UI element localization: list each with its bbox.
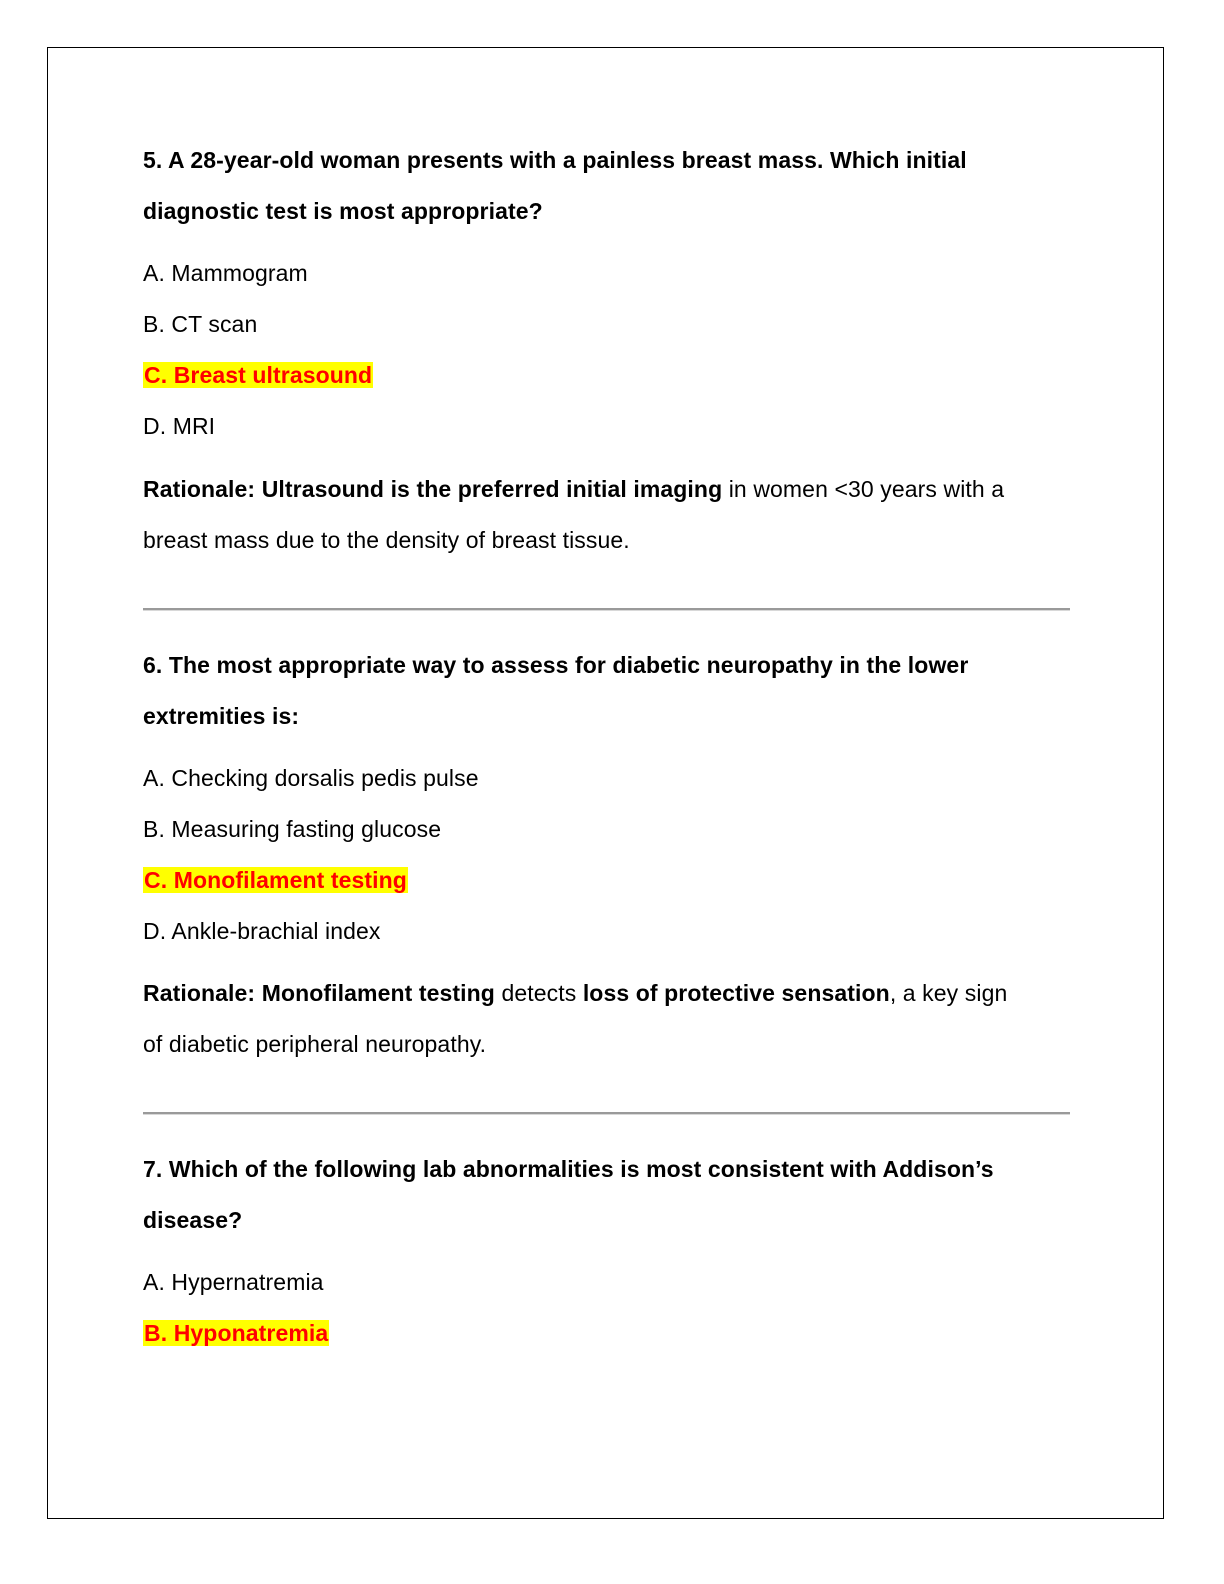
question-6-correct-answer: C. Monofilament testing <box>144 867 407 893</box>
question-5-option-d: D. MRI <box>143 413 216 439</box>
question-5-rationale-line-1 <box>143 474 1004 504</box>
question-6-option-d: D. Ankle-brachial index <box>143 918 381 944</box>
rationale-text: detects <box>494 980 583 1006</box>
section-divider <box>143 608 1070 611</box>
question-6-stem-line-1: 6. The most appropriate way to assess for diabetic neuropathy in the lower <box>143 652 969 678</box>
question-7-stem-line-1: 7. Which of the following lab abnormalities is most consistent with Addison’s <box>143 1156 994 1182</box>
question-5-correct-answer: C. Breast ultrasound <box>144 362 373 388</box>
question-6-stem-line-2: extremities is: <box>143 703 300 729</box>
question-5-rationale-line-2: breast mass due to the density of breast tissue. <box>143 527 630 553</box>
question-6-rationale-line-1 <box>143 978 1007 1008</box>
rationale-bold-text: Monofilament testing <box>261 980 495 1006</box>
question-6-option-c <box>143 865 408 895</box>
rationale-bold-text-2: loss of protective sensation <box>582 980 890 1006</box>
rationale-text: in women <30 years with a <box>722 476 1005 502</box>
question-5-stem-line-1: 5. A 28-year-old woman presents with a painless breast mass. Which initial <box>143 147 967 173</box>
section-divider <box>143 1112 1070 1115</box>
question-7-correct-answer: B. Hyponatremia <box>144 1320 329 1346</box>
question-7-option-b <box>143 1318 329 1348</box>
question-7-stem-line-2: disease? <box>143 1207 243 1233</box>
question-7-option-a: A. Hypernatremia <box>143 1269 324 1295</box>
rationale-label: Rationale: <box>143 476 256 502</box>
question-5-option-a: A. Mammogram <box>143 260 308 286</box>
question-6-option-a: A. Checking dorsalis pedis pulse <box>143 765 479 791</box>
rationale-text-2: , a key sign <box>889 980 1008 1006</box>
rationale-label: Rationale: <box>143 980 256 1006</box>
question-6-rationale-line-2: of diabetic peripheral neuropathy. <box>143 1031 487 1057</box>
rationale-bold-text: Ultrasound is the preferred initial imaging <box>261 476 723 502</box>
question-6-option-b: B. Measuring fasting glucose <box>143 816 442 842</box>
question-5-option-c <box>143 360 373 390</box>
question-5-stem-line-2: diagnostic test is most appropriate? <box>143 198 543 224</box>
question-5-option-b: B. CT scan <box>143 311 258 337</box>
